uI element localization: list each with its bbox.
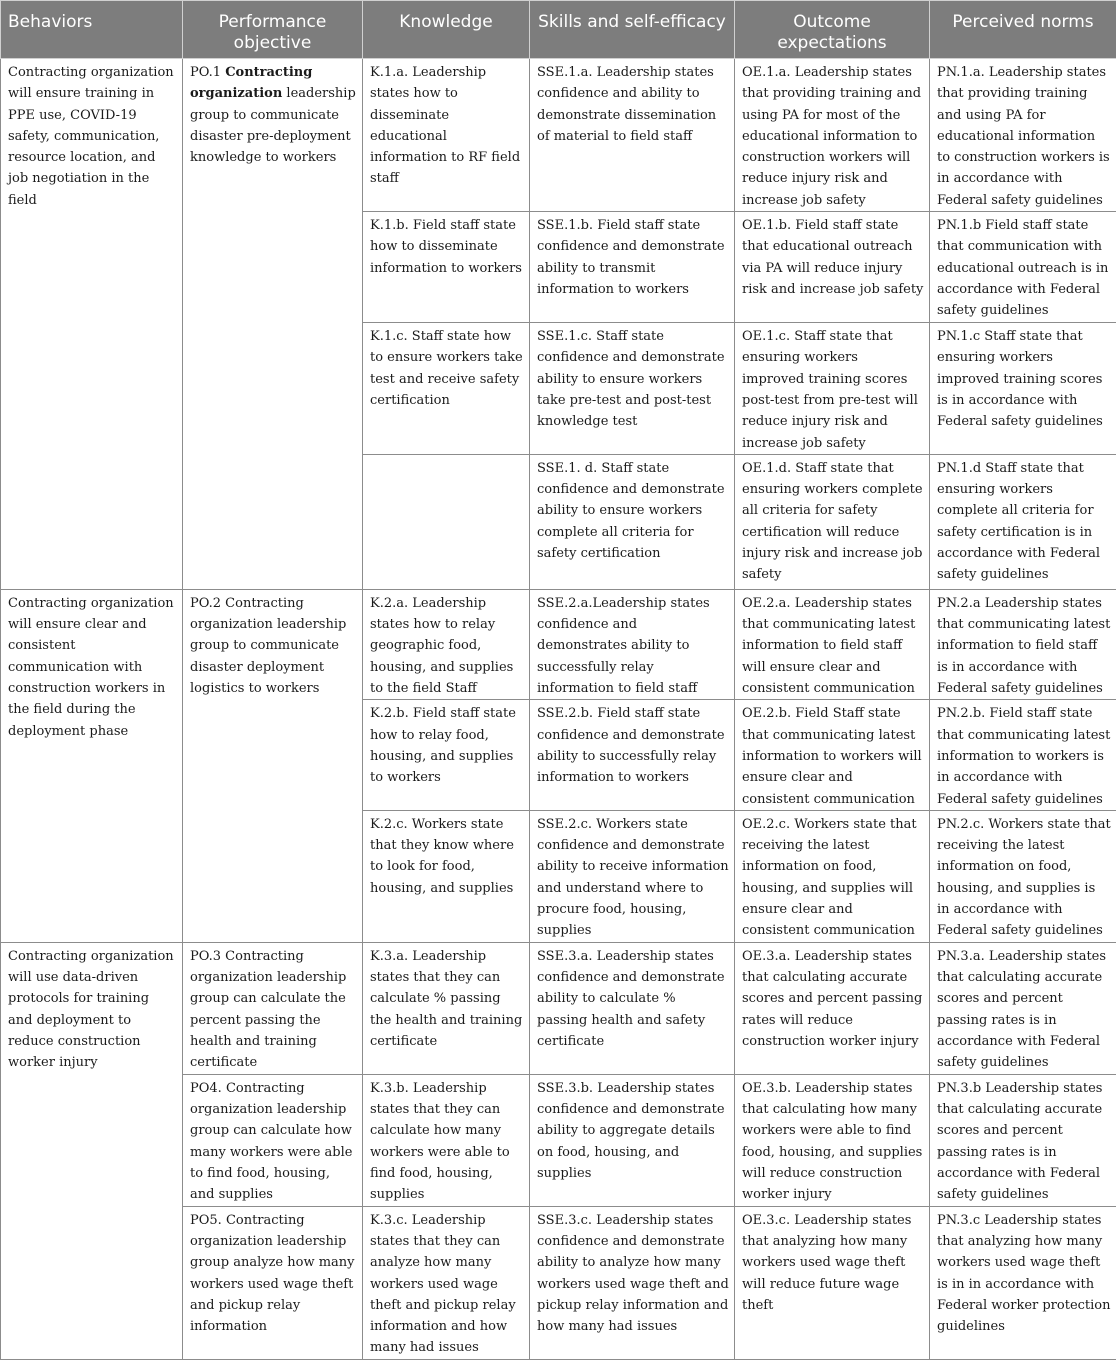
- knowledge-cell: K.1.b. Field staff state how to disseminate information to workers: [363, 212, 530, 323]
- table-row: [1, 942, 1116, 1074]
- header-knowledge: Knowledge: [363, 1, 530, 59]
- behavior-cell: Contracting organization will ensure training in PPE use, COVID-19 safety, communication, resource location, and job negotiation in the field: [1, 59, 183, 590]
- po-prefix: PO.1: [190, 65, 225, 80]
- norms-cell: PN.2.c. Workers state that receiving the latest information on food, housing, and supplies is in accordance with Federal safety guidelines: [930, 810, 1116, 942]
- skills-cell: SSE.1.a. Leadership states confidence and ability to demonstrate dissemination of material to field staff: [530, 59, 735, 212]
- outcome-cell: OE.1.c. Staff state that ensuring workers improved training scores post-test from pre-test will reduce injury risk and increase job safety: [735, 323, 930, 455]
- norms-cell: PN.1.d Staff state that ensuring workers complete all criteria for safety certification is in accordance with Federal safety guidelines: [930, 454, 1116, 589]
- knowledge-cell: [363, 454, 530, 589]
- performance-objective-cell: PO5. Contracting organization leadership group analyze how many workers used wage theft and pickup relay information: [183, 1206, 363, 1359]
- performance-objective-cell: PO.2 Contracting organization leadership group to communicate disaster deployment logistics to workers: [183, 589, 363, 942]
- po-bold-text: Contracting organization: [190, 65, 312, 101]
- skills-cell: SSE.1. d. Staff state confidence and demonstrate ability to ensure workers complete all criteria for safety certification: [530, 454, 735, 589]
- norms-cell: PN.3.b Leadership states that calculating accurate scores and percent passing rates is in accordance with Federal safety guidelines: [930, 1074, 1116, 1206]
- norms-cell: PN.3.a. Leadership states that calculating accurate scores and percent passing rates is in accordance with Federal safety guidelines: [930, 942, 1116, 1074]
- table-header: [1, 1, 1116, 59]
- knowledge-cell: K.1.c. Staff state how to ensure workers take test and receive safety certification: [363, 323, 530, 455]
- skills-cell: SSE.3.c. Leadership states confidence and demonstrate ability to analyze how many workers used wage theft and pickup relay information and how many had issues: [530, 1206, 735, 1359]
- header-skills-self-efficacy: Skills and self-efficacy: [530, 1, 735, 59]
- norms-cell: PN.2.b. Field staff state that communicating latest information to workers is in accordance with Federal safety guidelines: [930, 700, 1116, 810]
- performance-objective-cell: PO4. Contracting organization leadership group can calculate how many workers were able to find food, housing, and supplies: [183, 1074, 363, 1206]
- norms-cell: PN.3.c Leadership states that analyzing how many workers used wage theft is in in accordance with Federal worker protection guidelines: [930, 1206, 1116, 1359]
- outcome-cell: OE.1.a. Leadership states that providing training and using PA for most of the educational information to construction workers will reduce injury risk and increase job safety: [735, 59, 930, 212]
- skills-cell: SSE.3.b. Leadership states confidence and demonstrate ability to aggregate details on food, housing, and supplies: [530, 1074, 735, 1206]
- skills-cell: SSE.2.a.Leadership states confidence and demonstrates ability to successfully relay information to field staff: [530, 589, 735, 699]
- outcome-cell: OE.3.c. Leadership states that analyzing how many workers used wage theft will reduce future wage theft: [735, 1206, 930, 1359]
- skills-cell: SSE.3.a. Leadership states confidence and demonstrate ability to calculate % passing health and safety certificate: [530, 942, 735, 1074]
- performance-objective-cell: [183, 59, 363, 590]
- table-row: [1, 59, 1116, 212]
- norms-cell: PN.1.a. Leadership states that providing training and using PA for educational information to construction workers is in accordance with Federal safety guidelines: [930, 59, 1116, 212]
- performance-objective-cell: PO.3 Contracting organization leadership group can calculate the percent passing the health and training certificate: [183, 942, 363, 1074]
- outcome-cell: OE.3.b. Leadership states that calculating how many workers were able to find food, housing, and supplies will reduce construction worker injury: [735, 1074, 930, 1206]
- knowledge-cell: K.2.b. Field staff state how to relay food, housing, and supplies to workers: [363, 700, 530, 810]
- skills-cell: SSE.2.c. Workers state confidence and demonstrate ability to receive information and understand where to procure food, housing, supplies: [530, 810, 735, 942]
- knowledge-cell: K.1.a. Leadership states how to disseminate educational information to RF field staff: [363, 59, 530, 212]
- knowledge-cell: K.3.a. Leadership states that they can calculate % passing the health and training certificate: [363, 942, 530, 1074]
- table-body: [1, 59, 1116, 1360]
- header-perceived-norms: Perceived norms: [930, 1, 1116, 59]
- knowledge-cell: K.3.b. Leadership states that they can calculate how many workers were able to find food, housing, supplies: [363, 1074, 530, 1206]
- norms-cell: PN.2.a Leadership states that communicating latest information to field staff is in accordance with Federal safety guidelines: [930, 589, 1116, 699]
- outcome-cell: OE.1.b. Field staff state that educational outreach via PA will reduce injury risk and increase job safety: [735, 212, 930, 323]
- knowledge-cell: K.2.a. Leadership states how to relay geographic food, housing, and supplies to the field Staff: [363, 589, 530, 699]
- behavior-cell: Contracting organization will use data-driven protocols for training and deployment to reduce construction worker injury: [1, 942, 183, 1359]
- outcome-cell: OE.1.d. Staff state that ensuring workers complete all criteria for safety certification will reduce injury risk and increase job safety: [735, 454, 930, 589]
- skills-cell: SSE.1.c. Staff state confidence and demonstrate ability to ensure workers take pre-test and post-test knowledge test: [530, 323, 735, 455]
- table-row: [1, 589, 1116, 699]
- header-performance-objective: Performance objective: [183, 1, 363, 59]
- header-row: [1, 1, 1116, 59]
- outcome-cell: OE.2.a. Leadership states that communicating latest information to field staff will ensure clear and consistent communication: [735, 589, 930, 699]
- behavior-cell: Contracting organization will ensure clear and consistent communication with construction workers in the field during the deployment phase: [1, 589, 183, 942]
- skills-cell: SSE.2.b. Field staff state confidence and demonstrate ability to successfully relay information to workers: [530, 700, 735, 810]
- po-rest-text: leadership group to communicate disaster pre-deployment knowledge to workers: [190, 86, 356, 165]
- norms-cell: PN.1.c Staff state that ensuring workers improved training scores is in accordance with Federal safety guidelines: [930, 323, 1116, 455]
- header-behaviors: Behaviors: [1, 1, 183, 59]
- norms-cell: PN.1.b Field staff state that communication with educational outreach is in accordance with Federal safety guidelines: [930, 212, 1116, 323]
- outcome-cell: OE.2.c. Workers state that receiving the latest information on food, housing, and supplies will ensure clear and consistent communication: [735, 810, 930, 942]
- knowledge-cell: K.3.c. Leadership states that they can analyze how many workers used wage theft and pickup relay information and how many had issues: [363, 1206, 530, 1359]
- outcome-cell: OE.2.b. Field Staff state that communicating latest information to workers will ensure clear and consistent communication: [735, 700, 930, 810]
- header-outcome-expectations: Outcome expectations: [735, 1, 930, 59]
- skills-cell: SSE.1.b. Field staff state confidence and demonstrate ability to transmit information to workers: [530, 212, 735, 323]
- knowledge-cell: K.2.c. Workers state that they know where to look for food, housing, and supplies: [363, 810, 530, 942]
- outcome-cell: OE.3.a. Leadership states that calculating accurate scores and percent passing rates will reduce construction worker injury: [735, 942, 930, 1074]
